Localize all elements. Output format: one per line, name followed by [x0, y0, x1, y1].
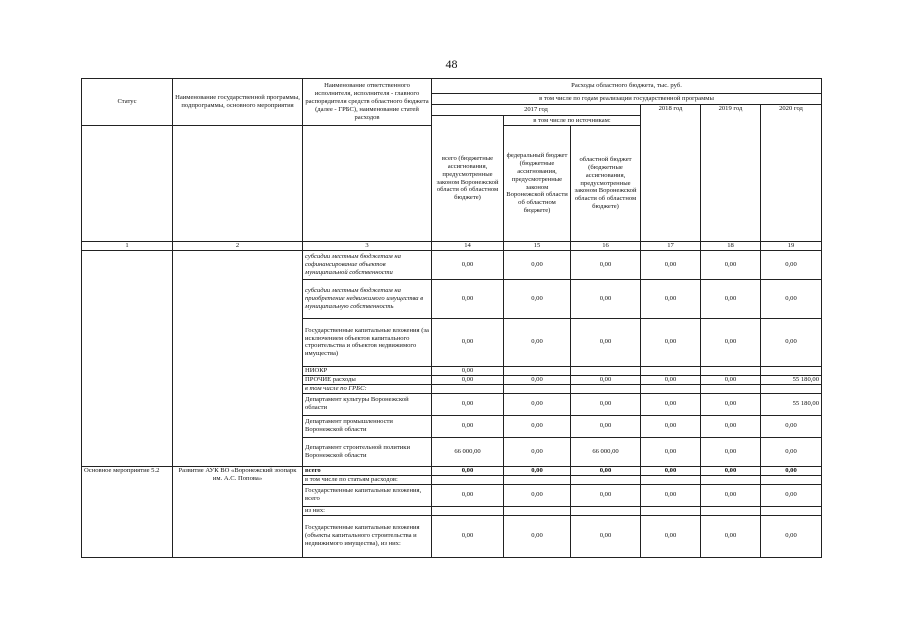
header-row-1 [82, 79, 822, 94]
header-year-2017: 2017 год [432, 105, 641, 116]
page-number: 48 [445, 57, 458, 71]
value-cell: 0,00 [701, 250, 761, 279]
table-row [82, 250, 822, 279]
value-cell [641, 366, 701, 375]
row-label: из них: [303, 506, 432, 515]
header-by-sources: в том числе по источникам: [504, 116, 641, 126]
row-label: Государственные капитальные вложения (объекты капитального строительства и недвижимого имущества), из них: [303, 515, 432, 557]
column-number: 19 [761, 242, 822, 251]
value-cell: 0,00 [504, 250, 571, 279]
column-numbers-row [82, 242, 822, 251]
value-cell: 0,00 [641, 279, 701, 318]
column-number: 3 [303, 242, 432, 251]
value-cell: 0,00 [701, 415, 761, 437]
value-cell: 0,00 [641, 375, 701, 384]
value-cell: 0,00 [641, 515, 701, 557]
value-cell: 0,00 [432, 466, 504, 475]
value-cell: 0,00 [504, 318, 571, 366]
value-cell: 0,00 [432, 279, 504, 318]
value-cell: 0,00 [504, 466, 571, 475]
value-cell: 0,00 [761, 250, 822, 279]
value-cell: 0,00 [701, 515, 761, 557]
value-cell: 55 180,00 [761, 393, 822, 415]
value-cell: 0,00 [571, 250, 641, 279]
value-cell: 0,00 [432, 415, 504, 437]
value-cell: 0,00 [761, 318, 822, 366]
row-label: Государственные капитальные вложения (за исключением объектов капитального строительства и объектов недвижимого имущества) [303, 318, 432, 366]
column-number: 18 [701, 242, 761, 251]
event-name: Развитие АУК ВО «Воронежский зоопарк им. А.С. Попова» [173, 466, 303, 557]
value-cell: 0,00 [432, 515, 504, 557]
row-label: субсидии местным бюджетам на приобретение недвижимого имущества в муниципальную собственность [303, 279, 432, 318]
value-cell: 0,00 [571, 466, 641, 475]
header-program-name: Наименование государственной программы, подпрограммы, основного мероприятия [173, 79, 303, 126]
value-cell: 0,00 [761, 515, 822, 557]
value-cell: 0,00 [761, 279, 822, 318]
value-cell: 0,00 [761, 466, 822, 475]
row-label: Департамент промышленности Воронежской области [303, 415, 432, 437]
value-cell: 0,00 [641, 437, 701, 466]
header-total: всего (бюджетные ассигнования, предусмотренные законом Воронежской области об областном бюджете) [432, 116, 504, 242]
value-cell: 0,00 [641, 393, 701, 415]
row-label: субсидии местным бюджетам на софинансирование объектов муниципальной собственности [303, 250, 432, 279]
value-cell: 0,00 [432, 366, 504, 375]
value-cell: 0,00 [641, 484, 701, 506]
row-label: НИОКР [303, 366, 432, 375]
row-label: Департамент культуры Воронежской области [303, 393, 432, 415]
header-status: Статус [82, 79, 173, 126]
value-cell: 0,00 [701, 437, 761, 466]
value-cell: 0,00 [432, 375, 504, 384]
value-cell: 0,00 [571, 375, 641, 384]
value-cell: 0,00 [504, 415, 571, 437]
column-number: 1 [82, 242, 173, 251]
row-label: Департамент строительной политики Воронежской области [303, 437, 432, 466]
row-label: в том числе по статьям расходов: [303, 475, 432, 484]
value-cell: 0,00 [641, 466, 701, 475]
row-label: ПРОЧИЕ расходы [303, 375, 432, 384]
column-number: 16 [571, 242, 641, 251]
row-label: в том числе по ГРБС: [303, 384, 432, 393]
header-regional: областной бюджет (бюджетные ассигнования, предусмотренные законом Воронежской области об областном бюджете) [571, 126, 641, 242]
value-cell: 0,00 [504, 437, 571, 466]
value-cell: 0,00 [641, 318, 701, 366]
value-cell: 0,00 [701, 279, 761, 318]
value-cell [761, 366, 822, 375]
value-cell: 0,00 [701, 375, 761, 384]
value-cell: 0,00 [504, 515, 571, 557]
value-cell: 0,00 [701, 466, 761, 475]
value-cell [571, 366, 641, 375]
value-cell: 66 000,00 [571, 437, 641, 466]
value-cell: 0,00 [571, 515, 641, 557]
value-cell: 0,00 [761, 415, 822, 437]
value-cell: 0,00 [701, 318, 761, 366]
value-cell: 0,00 [571, 318, 641, 366]
event-status: Основное мероприятие 5.2 [82, 466, 173, 557]
value-cell: 0,00 [432, 484, 504, 506]
column-number: 2 [173, 242, 303, 251]
value-cell: 0,00 [701, 393, 761, 415]
value-cell [504, 366, 571, 375]
value-cell: 0,00 [504, 279, 571, 318]
value-cell: 0,00 [432, 318, 504, 366]
column-number: 14 [432, 242, 504, 251]
header-budget-title: Расходы областного бюджета, тыс. руб. [432, 79, 822, 94]
header-federal: федеральный бюджет (бюджетные ассигнования, предусмотренные законом Воронежской области об областном бюджете) [504, 126, 571, 242]
value-cell: 0,00 [571, 484, 641, 506]
value-cell: 0,00 [432, 393, 504, 415]
header-year-2018: 2018 год [641, 105, 701, 242]
value-cell: 0,00 [504, 375, 571, 384]
row-label: Государственные капитальные вложения, всего [303, 484, 432, 506]
header-year-2020: 2020 год [761, 105, 822, 242]
value-cell [701, 366, 761, 375]
value-cell: 0,00 [761, 437, 822, 466]
column-number: 17 [641, 242, 701, 251]
header-executor-name: Наименование ответственного исполнителя, исполнителя - главного распорядителя средств областного бюджета (далее - ГРБС), наименование статей расходов [303, 79, 432, 126]
value-cell: 0,00 [432, 250, 504, 279]
value-cell: 0,00 [761, 484, 822, 506]
budget-table [81, 78, 822, 558]
value-cell: 0,00 [641, 250, 701, 279]
value-cell: 66 000,00 [432, 437, 504, 466]
value-cell: 0,00 [571, 415, 641, 437]
table-row [82, 466, 822, 475]
value-cell: 55 180,00 [761, 375, 822, 384]
value-cell: 0,00 [504, 484, 571, 506]
column-number: 15 [504, 242, 571, 251]
value-cell: 0,00 [701, 484, 761, 506]
value-cell: 0,00 [641, 415, 701, 437]
header-by-years: в том числе по годам реализации государственной программы [432, 94, 822, 105]
row-label: всего [303, 466, 432, 475]
value-cell: 0,00 [571, 393, 641, 415]
value-cell: 0,00 [504, 393, 571, 415]
header-year-2019: 2019 год [701, 105, 761, 242]
value-cell: 0,00 [571, 279, 641, 318]
